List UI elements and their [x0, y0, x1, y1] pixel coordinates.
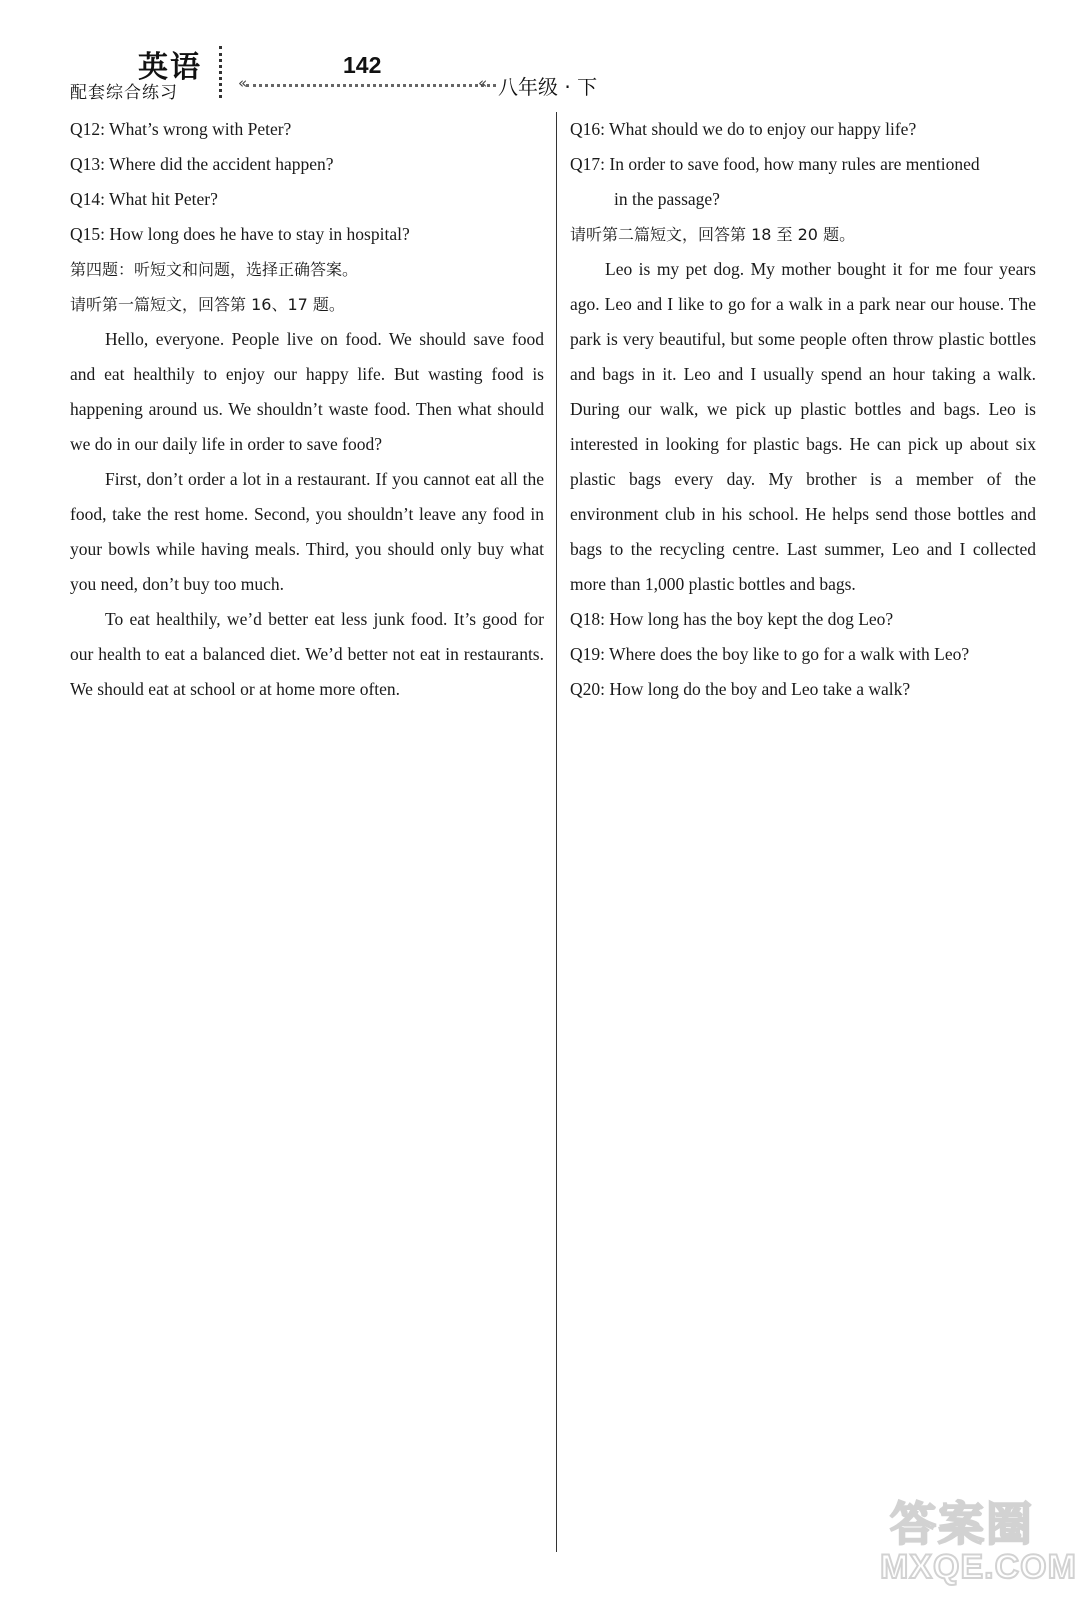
- instruction-passage-2: 请听第二篇短文，回答第 18 至 20 题。: [570, 225, 856, 244]
- passage-1-paragraph-1: Hello, everyone. People live on food. We should save food and eat healthily to enjoy our happy life. But wasting food is happening around us. We shouldn’t waste food. Then what should we do in our daily life in order to save food?: [70, 329, 544, 454]
- question-q13: Q13: Where did the accident happen?: [70, 154, 334, 174]
- watermark-logo: [880, 1488, 1077, 1598]
- deco-arrow-left-icon: «: [238, 74, 248, 92]
- question-q14: Q14: What hit Peter?: [70, 189, 218, 209]
- watermark-en: MXQE.COM: [880, 1548, 1077, 1586]
- question-q19: Q19: Where does the boy like to go for a walk with Leo?: [570, 644, 970, 664]
- page-number: 142: [343, 52, 382, 78]
- instruction-passage-1: 请听第一篇短文，回答第 16、17 题。: [70, 295, 345, 314]
- question-q20: Q20: How long do the boy and Leo take a walk?: [570, 679, 911, 699]
- passage-1-paragraph-3: To eat healthily, we’d better eat less junk food. It’s good for our health to eat a balanced diet. We’d better not eat in restaurants. We should eat at school or at home more often.: [70, 609, 544, 699]
- question-q18: Q18: How long has the boy kept the dog Leo?: [570, 609, 894, 629]
- right-column: [570, 112, 1036, 707]
- question-q16: Q16: What should we do to enjoy our happy life?: [570, 119, 917, 139]
- deco-arrow-right-icon: «: [478, 74, 488, 92]
- question-q12: Q12: What’s wrong with Peter?: [70, 119, 292, 139]
- question-q17: Q17: In order to save food, how many rules are mentioned: [570, 154, 980, 174]
- section-title: 第四题：听短文和问题，选择正确答案。: [70, 260, 359, 279]
- grade-label: 八年级 · 下: [498, 75, 598, 99]
- brand-subtitle: 配套综合练习: [70, 83, 178, 103]
- passage-1-paragraph-2: First, don’t order a lot in a restaurant. If you cannot eat all the food, take the rest home. Second, you shouldn’t leave any food in your bowls while having meals. Third, you should only buy what you need, don’t buy too much.: [70, 469, 544, 594]
- watermark-cn: 答案圈: [890, 1497, 1034, 1551]
- column-divider: [556, 112, 557, 1552]
- left-column: [70, 112, 544, 707]
- question-q15: Q15: How long does he have to stay in hospital?: [70, 224, 410, 244]
- brand-separator: [219, 46, 222, 98]
- brand-title: 英语: [138, 50, 202, 85]
- passage-2-paragraph: Leo is my pet dog. My mother bought it for me four years ago. Leo and I like to go for a walk in a park near our house. The park is very beautiful, but some people often throw plastic bottles and bags in it. Leo and I usually spend an hour taking a walk. During our walk, we pick up plastic bottles and bags. Leo is interested in looking for plastic bags. He can pick up about six plastic bags every day. My brother is a member of the environment club in his school. He helps send those bottles and bags to the recycling centre. Last summer, Leo and I collected more than 1,000 plastic bottles and bags.: [570, 259, 1036, 594]
- question-q17-continued: in the passage?: [614, 189, 720, 209]
- page-header: [0, 0, 1079, 110]
- header-decorative-line: [246, 84, 496, 87]
